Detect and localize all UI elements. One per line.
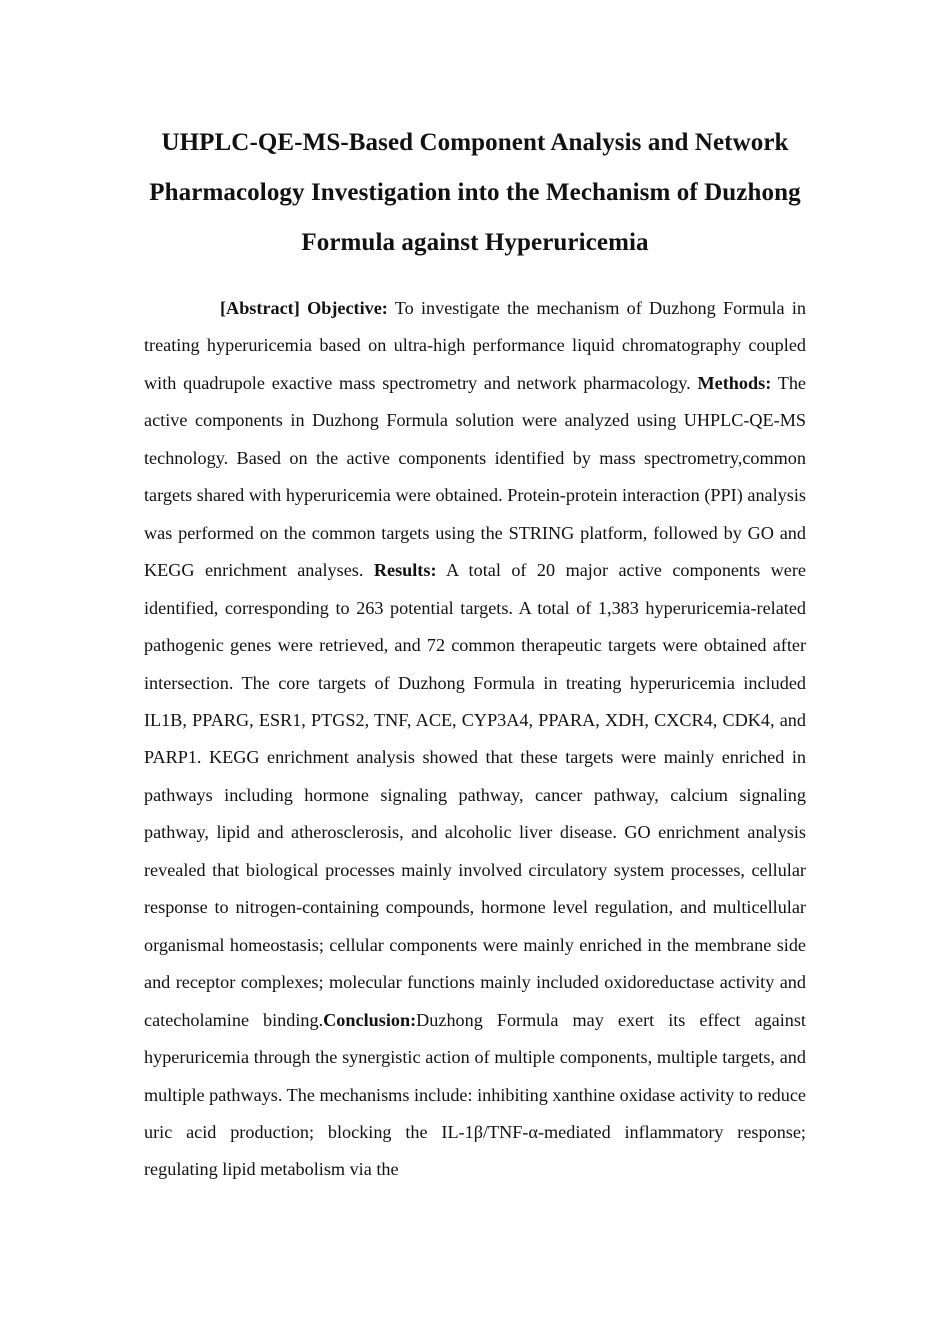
conclusion-text: Duzhong Formula may exert its effect against hyperuricemia through the synergistic action of multiple components, multiple targets, and multiple pathways. The mechanisms include: inhibiting xanthine oxidase activity to reduce uric acid production; blocking the IL-1β/TNF-α-mediated inflammatory response; regulating lipid metabolism via the (144, 1009, 806, 1180)
abstract-label: [Abstract] (220, 298, 300, 318)
conclusion-label: Conclusion: (323, 1009, 417, 1030)
methods-text: The active components in Duzhong Formula solution were analyzed using UHPLC-QE-MS technology. Based on the active components identified by mass spectrometry,common targets shared with hyperuricemia were obtained. Protein-protein interaction (PPI) analysis was performed on the common targets using the STRING platform, followed by GO and KEGG enrichment analyses. (144, 372, 807, 581)
paper-title: UHPLC-QE-MS-Based Component Analysis and Network Pharmacology Investigation into the Mechanism of Duzhong Formula against Hyperuricemia (149, 129, 801, 256)
abstract-paragraph (144, 290, 806, 1189)
objective-label: Objective: (307, 298, 388, 318)
objective-text: To investigate the mechanism of Duzhong Formula in treating hyperuricemia based on ultra-high performance liquid chromatography coupled with quadrupole exactive mass spectrometry and network pharmacology. (144, 298, 807, 393)
methods-label: Methods: (697, 372, 772, 393)
results-text: A total of 20 major active components were identified, corresponding to 263 potential targets. A total of 1,383 hyperuricemia-related pathogenic genes were retrieved, and 72 common therapeutic targets were obtained after intersection. The core targets of Duzhong Formula in treating hyperuricemia included IL1B, PPARG, ESR1, PTGS2, TNF, ACE, CYP3A4, PPARA, XDH, CXCR4, CDK4, and PARP1. KEGG enrichment analysis showed that these targets were mainly enriched in pathways including hormone signaling pathway, cancer pathway, calcium signaling pathway, lipid and atherosclerosis, and alcoholic liver disease. GO enrichment analysis revealed that biological processes mainly involved circulatory system processes, cellular response to nitrogen-containing compounds, hormone level regulation, and multicellular organismal homeostasis; cellular components were mainly enriched in the membrane side and receptor complexes; molecular functions mainly included oxidoreductase activity and catecholamine binding. (144, 560, 807, 1030)
results-label: Results: (373, 560, 437, 581)
